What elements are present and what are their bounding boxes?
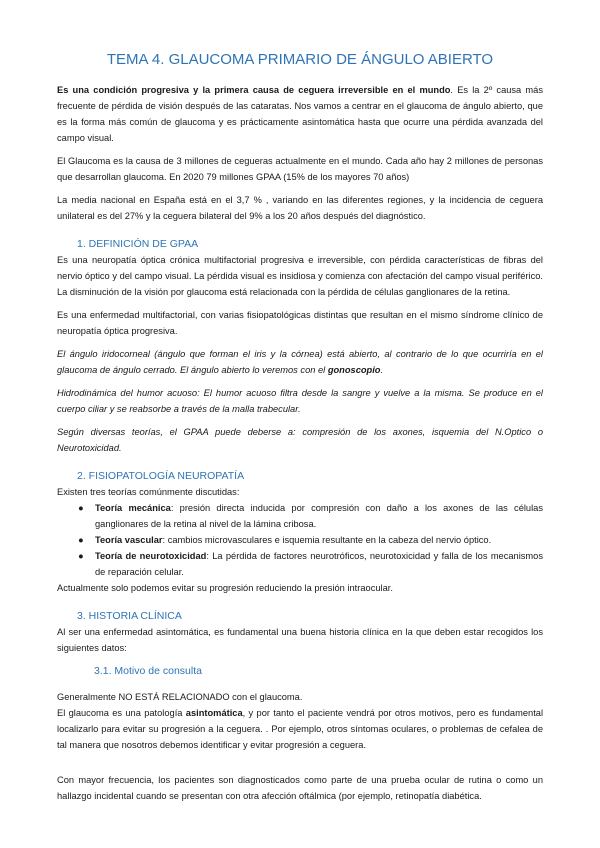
section-3-paragraph-1: Al ser una enfermedad asintomática, es fundamental una buena historia clínica en la que deben estar recogidos los siguientes datos: xyxy=(57,627,543,653)
section-1-paragraph-3: El ángulo iridocorneal (ángulo que forman el iris y la córnea) está abierto, al contrario de lo que ocurriría en el glaucoma de ángulo cerrado. El ángulo abierto lo veremos con el gonoscopio. xyxy=(57,349,543,375)
intro-bold-text: Es una condición progresiva y la primera causa de ceguera irreversible en el mundo xyxy=(57,85,451,95)
theory-list xyxy=(57,500,543,580)
gonoscopio-term: gonoscopio xyxy=(327,365,381,375)
section-2-outro: Actualmente solo podemos evitar su progresión reduciendo la presión intraocular. xyxy=(57,583,393,593)
intro-paragraph-2: El Glaucoma es la causa de 3 millones de cegueras actualmente en el mundo. Cada año hay 2 millones de personas que desarrollan glaucoma. En 2020 79 millones GPAA (15% de los mayores 70 años) xyxy=(57,156,543,182)
page-title: TEMA 4. GLAUCOMA PRIMARIO DE ÁNGULO ABIERTO xyxy=(106,51,494,68)
bullet-icon: ● xyxy=(78,535,84,545)
asintomatica-term: asintomática xyxy=(185,708,243,718)
bullet-icon: ● xyxy=(78,551,84,561)
section-2-heading: 2. FISIOPATOLOGÍA NEUROPATÍA xyxy=(77,470,245,482)
section-1-paragraph-5: Según diversas teorías, el GPAA puede deberse a: compresión de los axones, isquemia del N.Optico o Neurotoxicidad. xyxy=(57,427,543,453)
section-3-paragraph-3: El glaucoma es una patología asintomática, y por tanto el paciente vendrá por otros motivos, pero es fundamental localizarlo para evitar su progresión a la ceguera. . Por ejemplo, otros síntomas oculares, o problemas de cefalea de tal manera que nosotros debemos identificar y evitar progresión a ceguera. xyxy=(57,708,544,750)
section-3-paragraph-2: Generalmente NO ESTÁ RELACIONADO con el glaucoma. xyxy=(57,692,303,702)
section-3-paragraph-4: Con mayor frecuencia, los pacientes son diagnosticados como parte de una prueba ocular de rutina o como un hallazgo incidental cuando se presentan con otra afección oftálmica (por ejemplo, retinopatía diabética. xyxy=(57,775,543,801)
section-1-heading: 1. DEFINICIÓN DE GPAA xyxy=(77,238,199,250)
intro-paragraph-1: Es una condición progresiva y la primera causa de ceguera irreversible en el mundo. Es la 2º causa más frecuente de pérdida de visión después de las cataratas. Nos vamos a centrar en el glaucoma de ángulo abierto, que es la forma más común de glaucoma y es prácticamente asintomática hasta que ocurre una pérdida avanzada del campo visual. xyxy=(57,85,543,143)
list-item: ● Teoría de neurotoxicidad: La pérdida de factores neurotróficos, neurotoxicidad y falla de los mecanismos de reparación celular. xyxy=(57,548,543,580)
section-3-heading: 3. HISTORIA CLÍNICA xyxy=(77,610,182,622)
list-item: ● Teoría vascular: cambios microvasculares e isquemia resultante en la cabeza del nervio óptico. xyxy=(57,532,543,548)
bullet-icon: ● xyxy=(78,503,84,513)
intro-paragraph-3: La media nacional en España está en el 3,7 % , variando en las diferentes regiones, y la incidencia de ceguera unilateral es del 27% y la ceguera bilateral del 9% a los 20 años después del diagnóstico. xyxy=(57,195,543,221)
list-item: ● Teoría mecánica: presión directa inducida por compresión con daño a los axones de las células ganglionares de la retina al nivel de la lámina cribosa. xyxy=(57,500,543,532)
section-2-intro: Existen tres teorías comúnmente discutidas: xyxy=(57,487,240,497)
section-1-paragraph-2: Es una enfermedad multifactorial, con varias fisiopatológicas distintas que resultan en el mismo síndrome clínico de neuropatía óptica progresiva. xyxy=(57,310,543,336)
spacer xyxy=(57,760,543,772)
section-1-paragraph-1: Es una neuropatía óptica crónica multifactorial progresiva e irreversible, con pérdida características de fibras del nervio óptico y del campo visual. La pérdida visual es insidiosa y comienza con afectación del campo visual periférico. La disminución de la visión por glaucoma está relacionada con la pérdida de células ganglionares de la retina. xyxy=(57,255,543,297)
subsection-3-1-heading: 3.1. Motivo de consulta xyxy=(94,665,202,677)
section-1-paragraph-4: Hidrodinámica del humor acuoso: El humor acuoso filtra desde la sangre y vuelve a la misma. Se produce en el cuerpo ciliar y se reabsorbe a través de la malla trabecular. xyxy=(57,388,543,414)
